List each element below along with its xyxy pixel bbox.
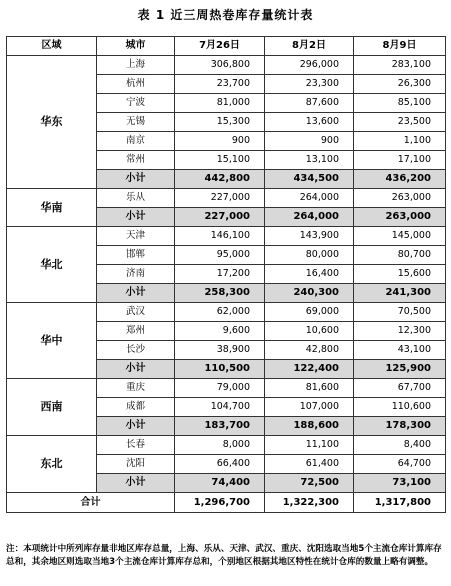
inventory-value: 85,100 <box>354 94 446 113</box>
city-cell: 南京 <box>97 132 175 151</box>
region-cell: 西南 <box>7 379 97 436</box>
subtotal-label: 小计 <box>97 208 175 227</box>
inventory-value: 13,600 <box>265 113 354 132</box>
inventory-value: 12,300 <box>354 322 446 341</box>
region-cell: 华东 <box>7 56 97 189</box>
table-title: 表 1 近三周热卷库存量统计表 <box>137 8 314 22</box>
inventory-value: 10,600 <box>265 322 354 341</box>
inventory-value: 143,900 <box>265 227 354 246</box>
total-label: 合计 <box>7 493 175 513</box>
header-date-2: 8月2日 <box>265 37 354 56</box>
city-cell: 重庆 <box>97 379 175 398</box>
table-row <box>7 56 446 75</box>
region-cell: 华中 <box>7 303 97 379</box>
inventory-value: 66,400 <box>175 455 265 474</box>
inventory-value: 15,600 <box>354 265 446 284</box>
inventory-value: 17,200 <box>175 265 265 284</box>
subtotal-value: 183,700 <box>175 417 265 436</box>
inventory-value: 13,100 <box>265 151 354 170</box>
inventory-value: 145,000 <box>354 227 446 246</box>
inventory-table <box>6 36 446 513</box>
subtotal-value: 188,600 <box>265 417 354 436</box>
city-cell: 杭州 <box>97 75 175 94</box>
city-cell: 沈阳 <box>97 455 175 474</box>
inventory-value: 23,300 <box>265 75 354 94</box>
city-cell: 成都 <box>97 398 175 417</box>
city-cell: 天津 <box>97 227 175 246</box>
city-cell: 长沙 <box>97 341 175 360</box>
region-cell: 东北 <box>7 436 97 493</box>
table-row <box>7 303 446 322</box>
inventory-value: 43,100 <box>354 341 446 360</box>
inventory-value: 900 <box>175 132 265 151</box>
inventory-value: 64,700 <box>354 455 446 474</box>
region-cell: 华南 <box>7 189 97 227</box>
total-value: 1,296,700 <box>175 493 265 513</box>
subtotal-label: 小计 <box>97 284 175 303</box>
inventory-value: 80,700 <box>354 246 446 265</box>
inventory-value: 38,900 <box>175 341 265 360</box>
inventory-value: 9,600 <box>175 322 265 341</box>
inventory-value: 296,000 <box>265 56 354 75</box>
inventory-value: 263,000 <box>354 189 446 208</box>
subtotal-value: 442,800 <box>175 170 265 189</box>
inventory-value: 8,000 <box>175 436 265 455</box>
inventory-value: 23,500 <box>354 113 446 132</box>
subtotal-value: 436,200 <box>354 170 446 189</box>
city-cell: 济南 <box>97 265 175 284</box>
subtotal-label: 小计 <box>97 474 175 493</box>
city-cell: 上海 <box>97 56 175 75</box>
subtotal-value: 73,100 <box>354 474 446 493</box>
inventory-value: 79,000 <box>175 379 265 398</box>
inventory-value: 15,100 <box>175 151 265 170</box>
header-city: 城市 <box>97 37 175 56</box>
subtotal-value: 122,400 <box>265 360 354 379</box>
subtotal-value: 72,500 <box>265 474 354 493</box>
inventory-value: 95,000 <box>175 246 265 265</box>
subtotal-value: 110,500 <box>175 360 265 379</box>
city-cell: 常州 <box>97 151 175 170</box>
subtotal-value: 241,300 <box>354 284 446 303</box>
table-row <box>7 436 446 455</box>
header-row <box>7 37 446 56</box>
inventory-value: 264,000 <box>265 189 354 208</box>
inventory-value: 1,100 <box>354 132 446 151</box>
inventory-value: 23,700 <box>175 75 265 94</box>
total-row <box>7 493 446 513</box>
inventory-value: 42,800 <box>265 341 354 360</box>
inventory-value: 227,000 <box>175 189 265 208</box>
inventory-value: 306,800 <box>175 56 265 75</box>
subtotal-label: 小计 <box>97 360 175 379</box>
inventory-value: 15,300 <box>175 113 265 132</box>
inventory-value: 70,500 <box>354 303 446 322</box>
header-date-3: 8月9日 <box>354 37 446 56</box>
city-cell: 乐从 <box>97 189 175 208</box>
inventory-value: 69,000 <box>265 303 354 322</box>
city-cell: 郑州 <box>97 322 175 341</box>
inventory-value: 16,400 <box>265 265 354 284</box>
inventory-value: 107,000 <box>265 398 354 417</box>
subtotal-value: 125,900 <box>354 360 446 379</box>
inventory-value: 8,400 <box>354 436 446 455</box>
inventory-value: 17,100 <box>354 151 446 170</box>
inventory-value: 62,000 <box>175 303 265 322</box>
inventory-value: 146,100 <box>175 227 265 246</box>
inventory-value: 61,400 <box>265 455 354 474</box>
subtotal-label: 小计 <box>97 417 175 436</box>
subtotal-value: 227,000 <box>175 208 265 227</box>
subtotal-value: 264,000 <box>265 208 354 227</box>
inventory-value: 283,100 <box>354 56 446 75</box>
footnote: 注：本项统计中所列库存量非地区库存总量，上海、乐从、天津、武汉、重庆、沈阳选取当地5个主流仓库计算库存总和，其余地区则选取当地3个主流仓库计算库存总和，个别地区根据其地区特性在统计仓库的数量上略有调整。 <box>6 544 442 567</box>
total-value: 1,317,800 <box>354 493 446 513</box>
city-cell: 邯郸 <box>97 246 175 265</box>
city-cell: 长春 <box>97 436 175 455</box>
region-cell: 华北 <box>7 227 97 303</box>
inventory-value: 900 <box>265 132 354 151</box>
subtotal-value: 434,500 <box>265 170 354 189</box>
subtotal-value: 178,300 <box>354 417 446 436</box>
inventory-value: 26,300 <box>354 75 446 94</box>
inventory-value: 81,000 <box>175 94 265 113</box>
subtotal-label: 小计 <box>97 170 175 189</box>
city-cell: 无锡 <box>97 113 175 132</box>
city-cell: 宁波 <box>97 94 175 113</box>
table-row <box>7 379 446 398</box>
subtotal-value: 263,000 <box>354 208 446 227</box>
subtotal-value: 258,300 <box>175 284 265 303</box>
inventory-value: 87,600 <box>265 94 354 113</box>
inventory-value: 11,100 <box>265 436 354 455</box>
subtotal-value: 240,300 <box>265 284 354 303</box>
table-row <box>7 227 446 246</box>
header-region: 区域 <box>7 37 97 56</box>
city-cell: 武汉 <box>97 303 175 322</box>
inventory-value: 104,700 <box>175 398 265 417</box>
inventory-value: 110,600 <box>354 398 446 417</box>
subtotal-value: 74,400 <box>175 474 265 493</box>
table-row <box>7 189 446 208</box>
inventory-value: 67,700 <box>354 379 446 398</box>
inventory-value: 80,000 <box>265 246 354 265</box>
total-value: 1,322,300 <box>265 493 354 513</box>
header-date-1: 7月26日 <box>175 37 265 56</box>
table-body <box>7 56 446 493</box>
inventory-value: 81,600 <box>265 379 354 398</box>
